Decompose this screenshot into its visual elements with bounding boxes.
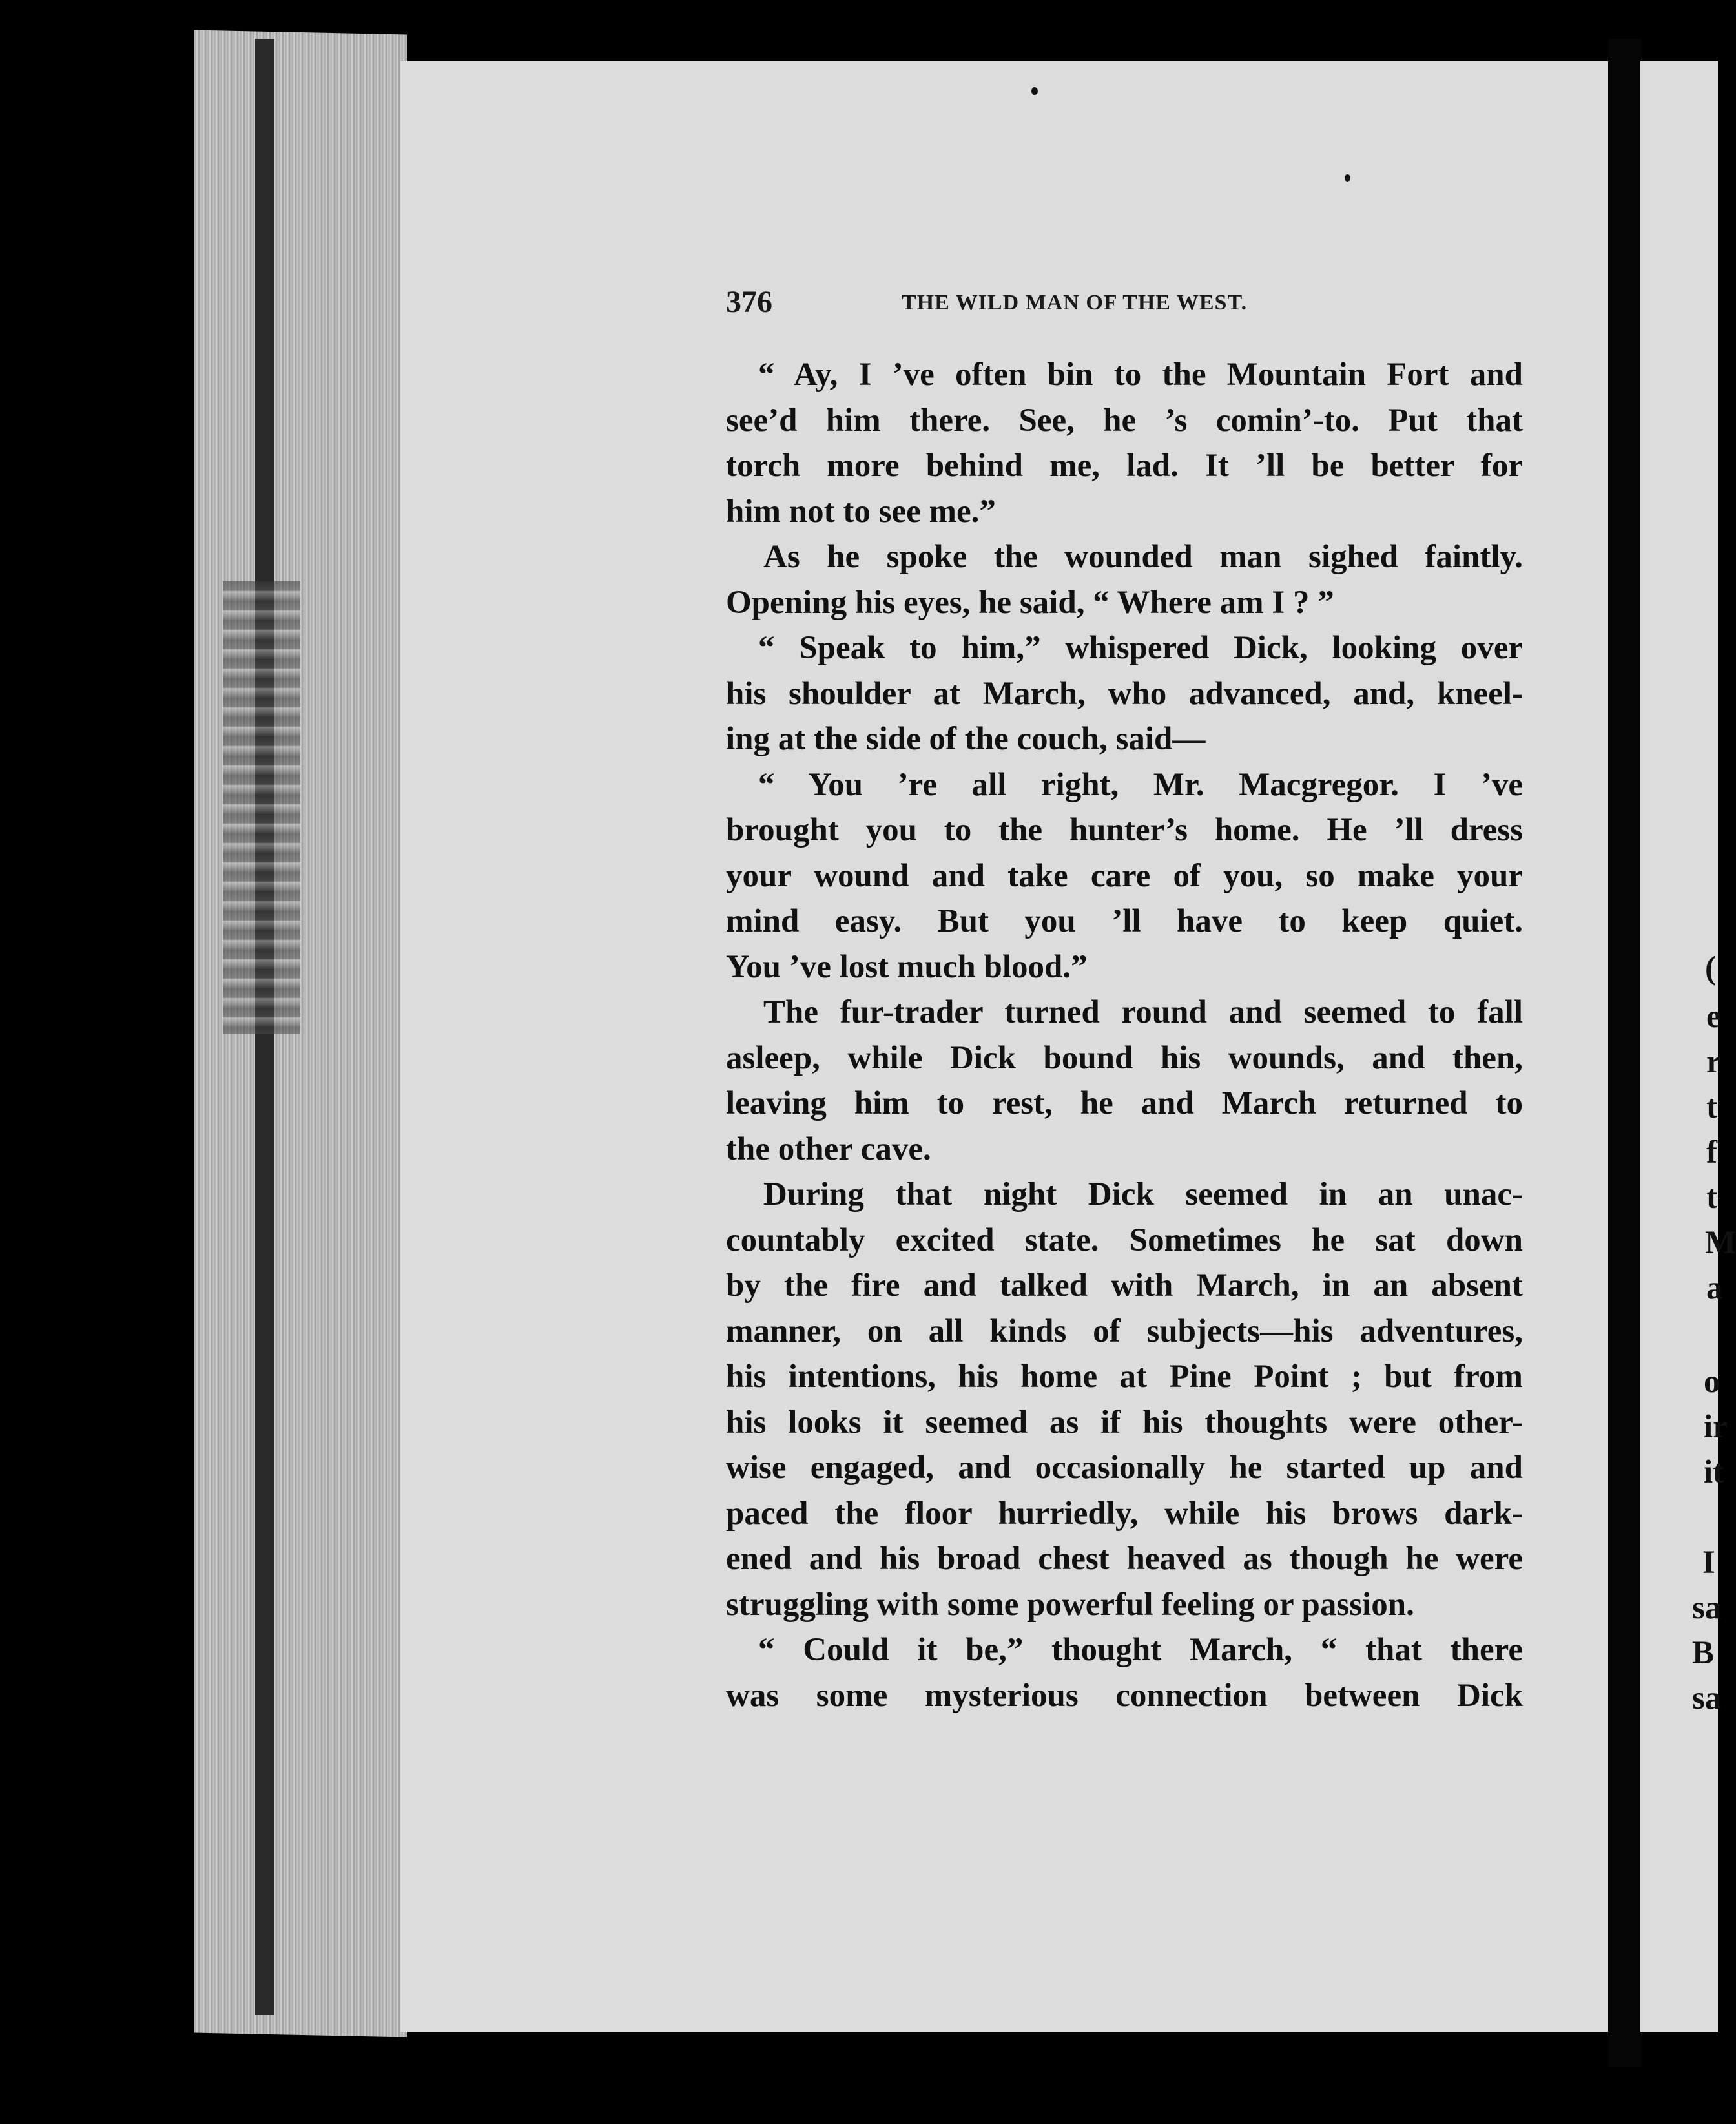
text-line: You ’ve lost much blood.” xyxy=(726,948,1088,985)
text-line: countably excited state. Sometimes he sat down xyxy=(726,1222,1523,1258)
text-line: ened and his broad chest heaved as though he were xyxy=(726,1541,1523,1577)
text-line: mind easy. But you ’ll have to keep quiet. xyxy=(726,903,1523,939)
text-line: torch more behind me, lad. It ’ll be better for xyxy=(726,448,1523,484)
page-header xyxy=(726,284,1359,329)
text-line: him not to see me.” xyxy=(726,493,996,530)
ink-speck xyxy=(1031,87,1038,95)
text-line: “ Ay, I ’ve often bin to the Mountain Fort and xyxy=(758,357,1523,393)
page-gutter xyxy=(1608,39,1642,2067)
text-line: “ Could it be,” thought March, “ that there xyxy=(758,1632,1523,1668)
text-line: Opening his eyes, he said, “ Where am I ? ” xyxy=(726,584,1334,621)
body-text xyxy=(726,352,1523,1718)
next-page-fragment: B xyxy=(1692,1635,1715,1671)
next-page-fragment: r xyxy=(1706,1044,1721,1080)
next-page-fragment: M xyxy=(1705,1225,1736,1261)
text-line: see’d him there. See, he ’s comin’-to. Put that xyxy=(726,402,1523,439)
text-line: ing at the side of the couch, said— xyxy=(726,721,1206,757)
next-page-fragment: f xyxy=(1706,1134,1717,1171)
next-page-fragment: it xyxy=(1704,1454,1724,1490)
next-page-fragment: t xyxy=(1706,1180,1717,1216)
next-page-fragment: o xyxy=(1704,1364,1720,1400)
page-number: 376 xyxy=(726,285,772,319)
next-page-fragment: ( xyxy=(1705,950,1716,986)
text-line: wise engaged, and occasionally he started up and xyxy=(726,1450,1523,1486)
text-line: was some mysterious connection between Dick xyxy=(726,1677,1523,1714)
text-line: by the fire and talked with March, in an absent xyxy=(726,1267,1523,1304)
text-line: struggling with some powerful feeling or passion. xyxy=(726,1586,1414,1623)
page-edges xyxy=(194,30,407,2037)
text-line: brought you to the hunter’s home. He ’ll dress xyxy=(726,812,1523,848)
text-line: leaving him to rest, he and March returned to xyxy=(726,1085,1523,1121)
text-line: the other cave. xyxy=(726,1130,931,1167)
running-title: THE WILD MAN OF THE WEST. xyxy=(902,291,1248,315)
next-page-fragment: a xyxy=(1706,1270,1723,1306)
next-page-fragment: sa xyxy=(1692,1680,1722,1716)
ink-speck xyxy=(1345,174,1350,182)
text-line: “ You ’re all right, Mr. Macgregor. I ’ve xyxy=(758,766,1523,803)
text-line: asleep, while Dick bound his wounds, and then, xyxy=(726,1039,1523,1076)
text-line: paced the floor hurriedly, while his brows dark- xyxy=(726,1495,1523,1532)
next-page-fragment: I xyxy=(1702,1545,1715,1581)
next-page-fragment: sa xyxy=(1692,1590,1722,1626)
text-line: your wound and take care of you, so make your xyxy=(726,857,1523,894)
text-line: The fur-trader turned round and seemed to fall xyxy=(763,994,1523,1030)
next-page-fragment: e xyxy=(1706,999,1721,1035)
text-line: his shoulder at March, who advanced, and, kneel- xyxy=(726,675,1523,712)
text-line: “ Speak to him,” whispered Dick, looking over xyxy=(758,630,1523,666)
library-stamp xyxy=(223,581,300,1034)
text-line: his looks it seemed as if his thoughts were other- xyxy=(726,1404,1523,1441)
text-line: As he spoke the wounded man sighed faintly. xyxy=(763,539,1523,575)
next-page-fragment: t xyxy=(1706,1089,1717,1125)
text-line: manner, on all kinds of subjects—his adventures, xyxy=(726,1313,1523,1349)
text-line: During that night Dick seemed in an unac- xyxy=(763,1176,1523,1213)
text-line: his intentions, his home at Pine Point ; but from xyxy=(726,1359,1523,1395)
next-page-fragment: ir xyxy=(1704,1409,1728,1445)
